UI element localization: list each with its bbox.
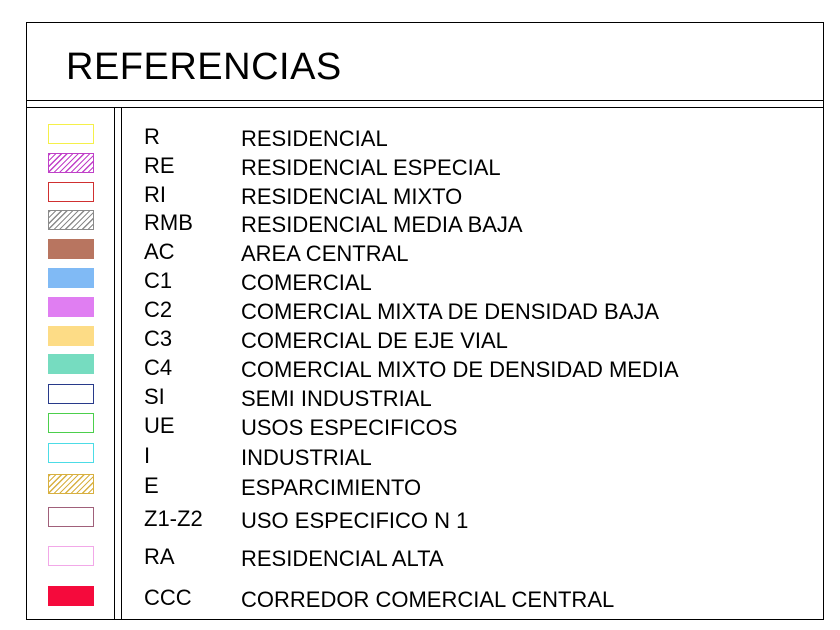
legend-code: E	[144, 473, 159, 498]
legend-code: UE	[144, 413, 175, 438]
legend-swatch	[48, 124, 94, 144]
legend-swatch	[48, 153, 94, 173]
legend-code: C4	[144, 355, 173, 380]
legend-swatch	[48, 586, 94, 606]
legend-code: RE	[144, 153, 175, 178]
legend-label: COMERCIAL MIXTA DE DENSIDAD BAJA	[241, 299, 660, 324]
legend-code: RMB	[144, 210, 193, 235]
legend-label: USO ESPECIFICO N 1	[241, 508, 469, 533]
legend-code: AC	[144, 239, 175, 264]
legend-code: C2	[144, 297, 173, 322]
legend-label: USOS ESPECIFICOS	[241, 415, 458, 440]
legend-label: INDUSTRIAL	[241, 445, 372, 470]
legend-swatch	[48, 354, 94, 374]
legend-swatch	[48, 326, 94, 346]
legend-swatch	[48, 384, 94, 404]
legend-label: RESIDENCIAL ALTA	[241, 546, 444, 571]
legend-swatch	[48, 239, 94, 259]
legend-code: I	[144, 443, 151, 468]
legend-label: COMERCIAL	[241, 270, 372, 295]
legend-code: SI	[144, 384, 165, 409]
legend-code: C1	[144, 268, 173, 293]
legend-swatch	[48, 182, 94, 202]
legend-swatch	[48, 443, 94, 463]
legend-code: R	[144, 124, 160, 149]
column-divider-right	[121, 108, 122, 620]
legend-swatch	[48, 297, 94, 317]
legend-label: COMERCIAL MIXTO DE DENSIDAD MEDIA	[241, 357, 679, 382]
legend-label: ESPARCIMIENTO	[241, 475, 422, 500]
legend-swatch	[48, 546, 94, 566]
legend-label: SEMI INDUSTRIAL	[241, 386, 432, 411]
legend-swatch	[48, 474, 94, 494]
legend-label: RESIDENCIAL MIXTO	[241, 184, 463, 209]
legend-label: COMERCIAL DE EJE VIAL	[241, 328, 508, 353]
legend-swatch	[48, 268, 94, 288]
legend-title: REFERENCIAS	[66, 46, 342, 88]
title-divider-top	[26, 100, 824, 101]
legend-code: CCC	[144, 585, 192, 610]
title-divider-bottom	[26, 107, 824, 108]
legend-label: RESIDENCIAL ESPECIAL	[241, 155, 501, 180]
legend-code: C3	[144, 326, 173, 351]
legend-label: RESIDENCIAL	[241, 126, 388, 151]
column-divider-left	[114, 108, 115, 620]
legend-code: RA	[144, 544, 175, 569]
legend-label: RESIDENCIAL MEDIA BAJA	[241, 212, 523, 237]
legend-label: CORREDOR COMERCIAL CENTRAL	[241, 587, 615, 612]
legend-code: RI	[144, 182, 166, 207]
legend-swatch	[48, 210, 94, 230]
legend-code: Z1-Z2	[144, 506, 203, 531]
legend-label: AREA CENTRAL	[241, 241, 409, 266]
legend-swatch	[48, 507, 94, 527]
legend-swatch	[48, 413, 94, 433]
